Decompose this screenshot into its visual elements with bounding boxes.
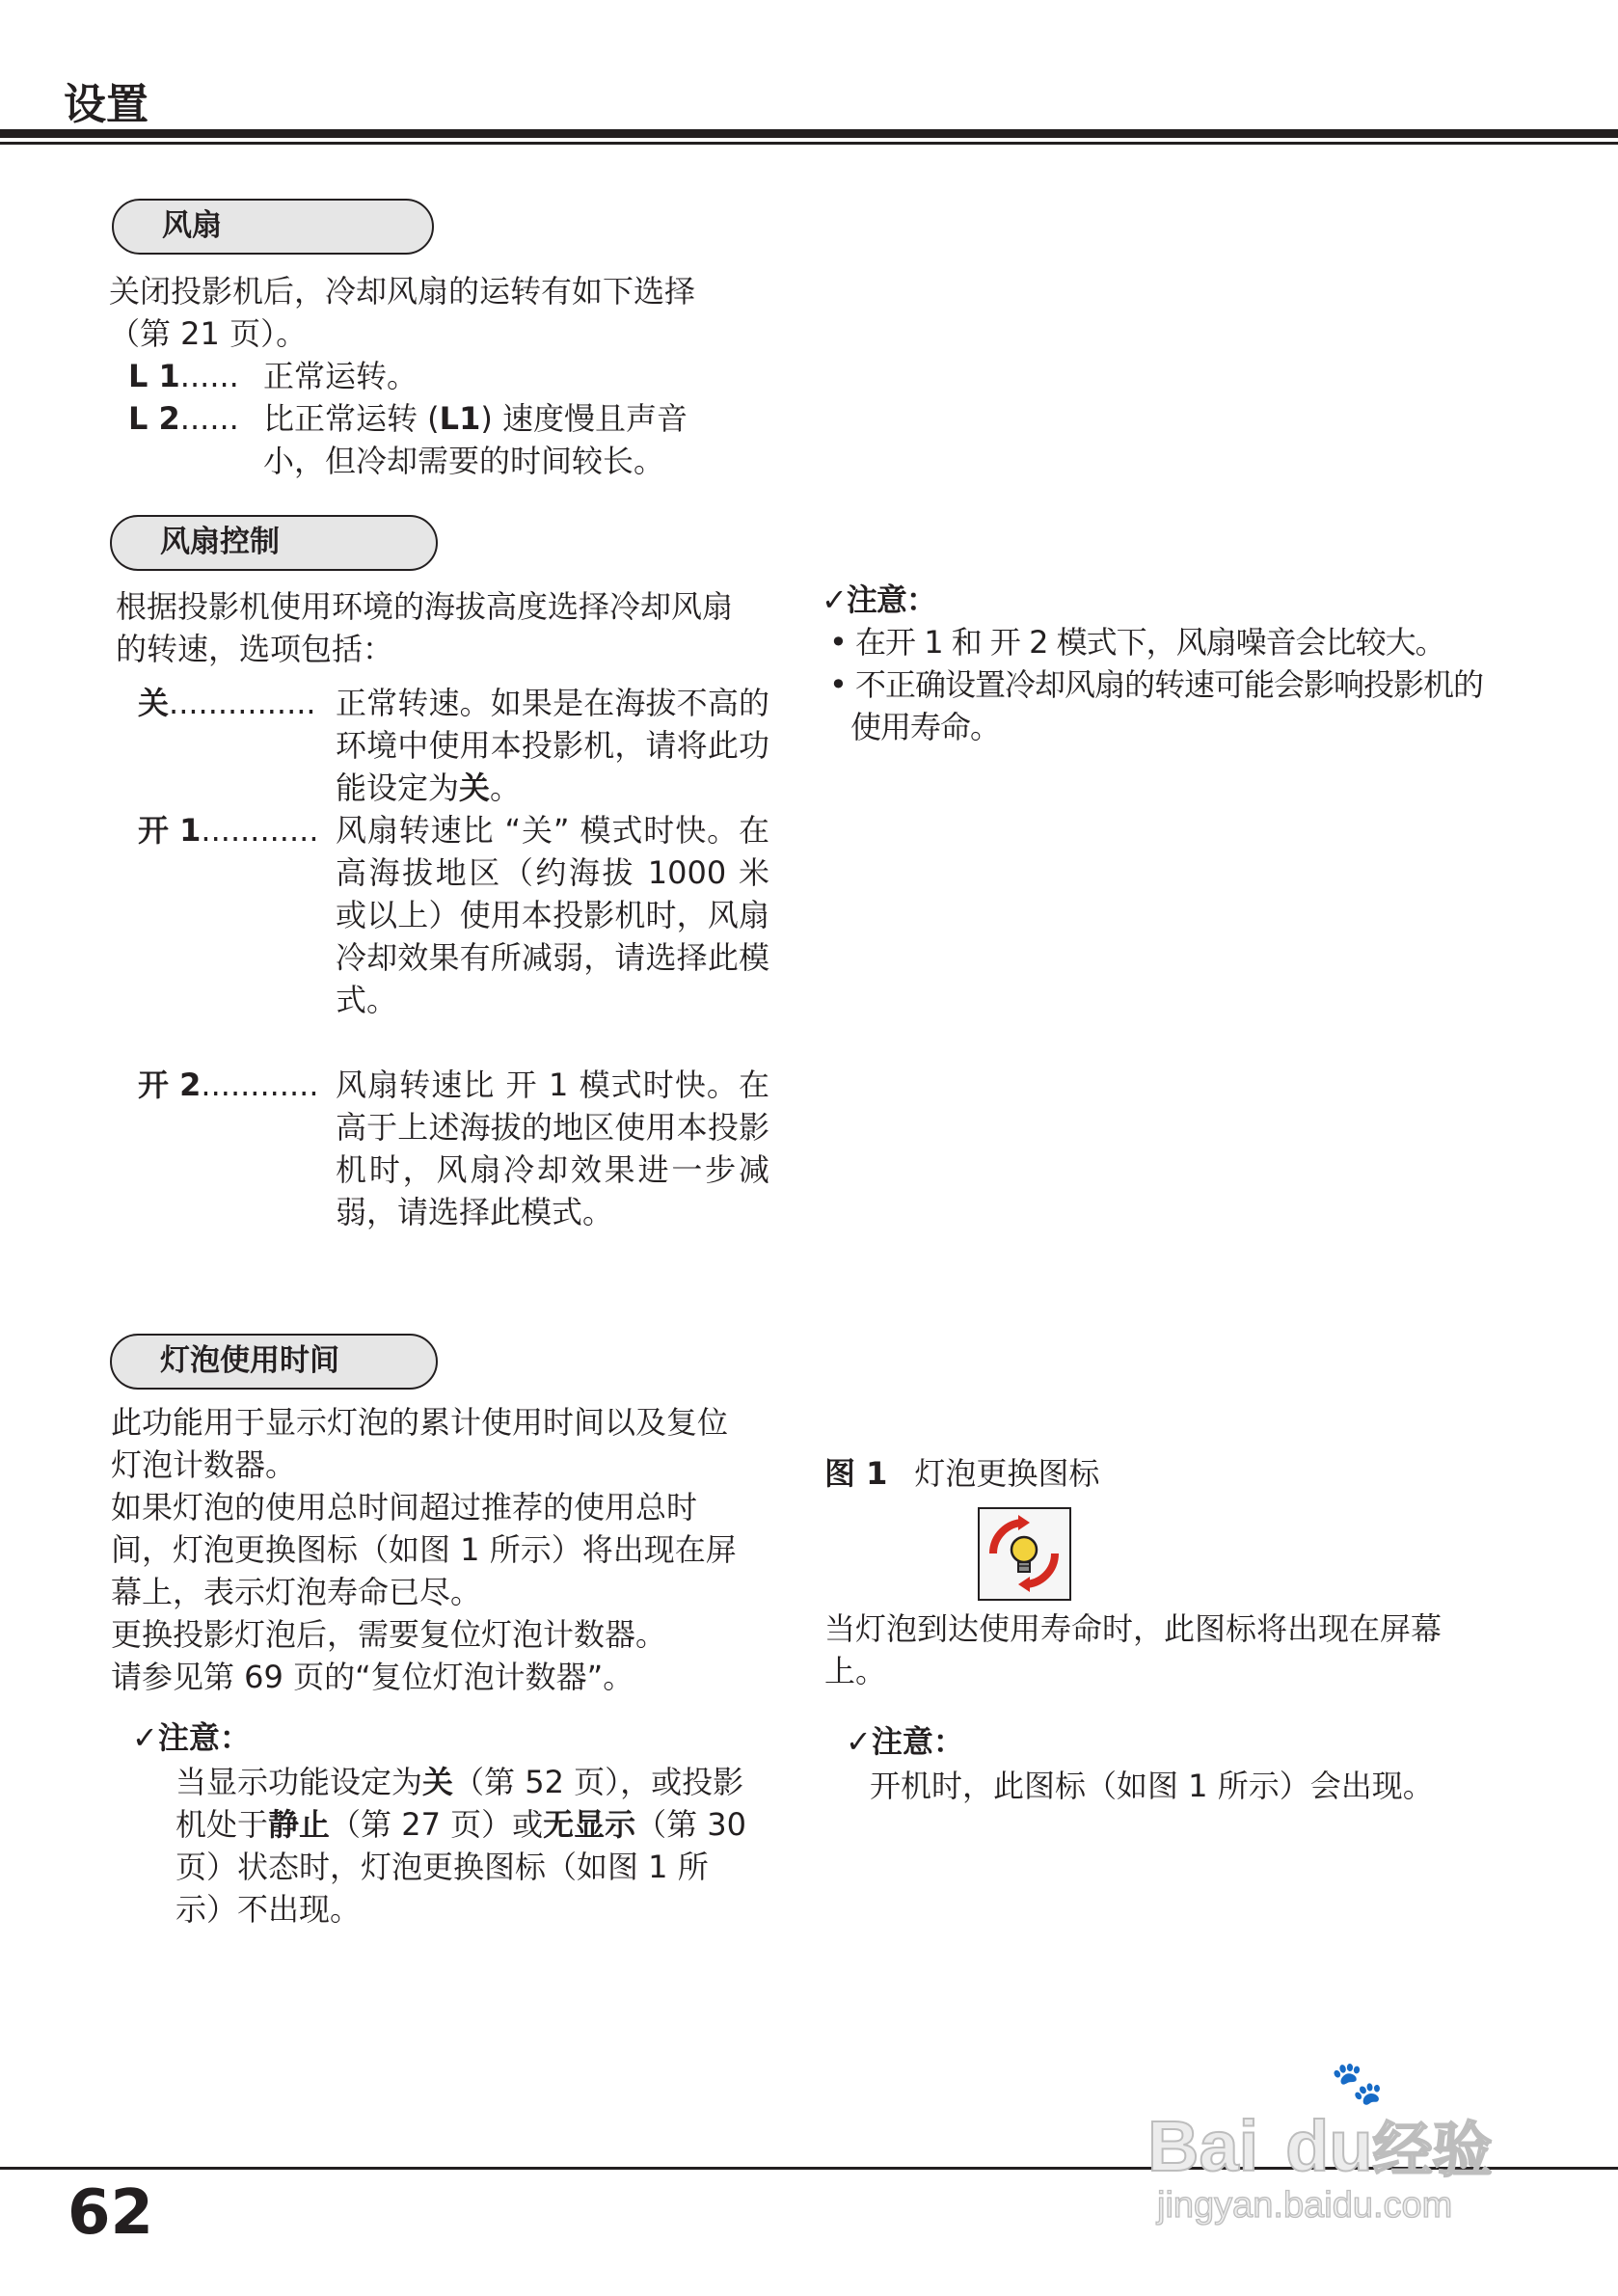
option-description: 风扇转速比 开 1 模式时快。在高于上述海拔的地区使用本投影机时，风扇冷却效果进一步减弱，请选择此模式。 xyxy=(336,1067,769,1230)
watermark-brand: Bai xyxy=(1147,2106,1259,2186)
option-leader-dots: ...... xyxy=(179,400,239,437)
note-text: 当显示功能设定为 xyxy=(175,1764,423,1800)
lamp-note-body xyxy=(175,1761,754,1931)
note-bullet xyxy=(822,663,1497,748)
lamp-section-heading: 灯泡使用时间 xyxy=(110,1334,438,1390)
note-heading xyxy=(822,579,1497,621)
figure-description: 当灯泡到达使用寿命时，此图标将出现在屏幕上。 xyxy=(824,1610,1443,1689)
fan-control-section-heading: 风扇控制 xyxy=(110,515,438,571)
figure-caption xyxy=(824,1452,1099,1495)
paw-icon: 🐾 xyxy=(1331,2059,1384,2108)
page-number: 62 xyxy=(67,2177,154,2249)
note-bullet xyxy=(822,621,1497,663)
lamp-replace-icon xyxy=(978,1507,1071,1601)
note-bullet-text: 不正确设置冷却风扇的转速可能会影响投影机的使用寿命。 xyxy=(850,666,1484,745)
lamp-note2-heading xyxy=(846,1720,964,1763)
fan-section-heading: 风扇 xyxy=(112,199,434,255)
bullet-icon: • xyxy=(829,624,856,661)
option-description-tail: ) 速度慢且声音小，但冷却需要的时间较长。 xyxy=(263,400,688,479)
option-label: L 2 xyxy=(128,400,180,437)
lamp-note-heading xyxy=(132,1716,251,1759)
lamp-paragraph: 如果灯泡的使用总时间超过推荐的使用总时间，灯泡更换图标（如图 1 所示）将出现在屏幕上，表示灯泡寿命已尽。 xyxy=(111,1489,737,1610)
header-rule-thin xyxy=(0,142,1618,145)
option-description: 正常转速。如果是在海拔不高的环境中使用本投影机，请将此功能设定为 xyxy=(336,685,769,806)
option-label: 开 1 xyxy=(138,812,202,849)
option-leader-dots: ............ xyxy=(201,1067,319,1103)
figure-caption-text: 灯泡更换图标 xyxy=(914,1455,1100,1492)
note-text: （第 27 页）或 xyxy=(330,1806,544,1843)
note-bold: 关 xyxy=(422,1764,454,1800)
option-leader-dots: ............ xyxy=(201,812,319,849)
checkmark-icon: ✓ xyxy=(132,1719,158,1756)
lamp-paragraph: 此功能用于显示灯泡的累计使用时间以及复位灯泡计数器。 xyxy=(111,1404,729,1483)
option-description-tail: 。 xyxy=(490,770,522,806)
note-bullet-text: 在开 1 和 开 2 模式下，风扇噪音会比较大。 xyxy=(855,624,1445,661)
option-description: 风扇转速比 “关” 模式时快。在高海拔地区（约海拔 1000 米或以上）使用本投影机时，风扇冷却效果有所减弱，请选择此模式。 xyxy=(336,812,769,1018)
option-label: 开 2 xyxy=(138,1067,202,1103)
checkmark-icon: ✓ xyxy=(846,1723,872,1760)
option-description: 正常运转。 xyxy=(263,358,418,394)
option-description-bold: L1 xyxy=(439,400,481,437)
header-rule-thick xyxy=(0,129,1618,138)
option-leader-dots: ...... xyxy=(179,358,239,394)
lamp-paragraph: 请参见第 69 页的“复位灯泡计数器”。 xyxy=(111,1659,634,1695)
watermark-suffix: 经验 xyxy=(1372,2118,1493,2184)
note-title: 注意： xyxy=(157,1719,251,1756)
figure-label: 图 1 xyxy=(824,1455,888,1492)
lamp-note2-body: 开机时，此图标（如图 1 所示）会出现。 xyxy=(870,1768,1434,1804)
note-title: 注意： xyxy=(871,1723,964,1760)
note-bold: 无显示 xyxy=(543,1806,636,1843)
watermark-url: jingyan.baidu.com xyxy=(1157,2185,1453,2226)
fan-control-intro: 根据投影机使用环境的海拔高度选择冷却风扇的转速，选项包括： xyxy=(116,588,734,667)
lamp-description xyxy=(111,1401,747,1698)
fan-intro: 关闭投影机后，冷却风扇的运转有如下选择（第 21 页）。 xyxy=(109,273,696,352)
option-description-bold: 关 xyxy=(459,770,491,806)
option-leader-dots: ............... xyxy=(169,685,316,721)
page-header-title: 设置 xyxy=(64,80,148,129)
option-label: L 1 xyxy=(128,358,180,394)
watermark-brand2: du xyxy=(1285,2106,1373,2186)
note-bold: 静止 xyxy=(268,1806,331,1843)
note-title: 注意： xyxy=(846,581,936,618)
bullet-icon: • xyxy=(829,666,856,703)
option-description: 比正常运转 ( xyxy=(263,400,440,437)
fan-control-note xyxy=(822,579,1497,748)
checkmark-icon: ✓ xyxy=(822,581,847,618)
option-label: 关 xyxy=(138,685,170,721)
note-text: （第 30 页）状态时，灯泡更换图标（如图 1 所示）不出现。 xyxy=(175,1806,747,1928)
baidu-jingyan-watermark xyxy=(1147,2054,1533,2247)
lamp-paragraph: 更换投影灯泡后，需要复位灯泡计数器。 xyxy=(111,1616,667,1653)
note-text: （第 52 页），或投影机处于 xyxy=(175,1764,744,1843)
